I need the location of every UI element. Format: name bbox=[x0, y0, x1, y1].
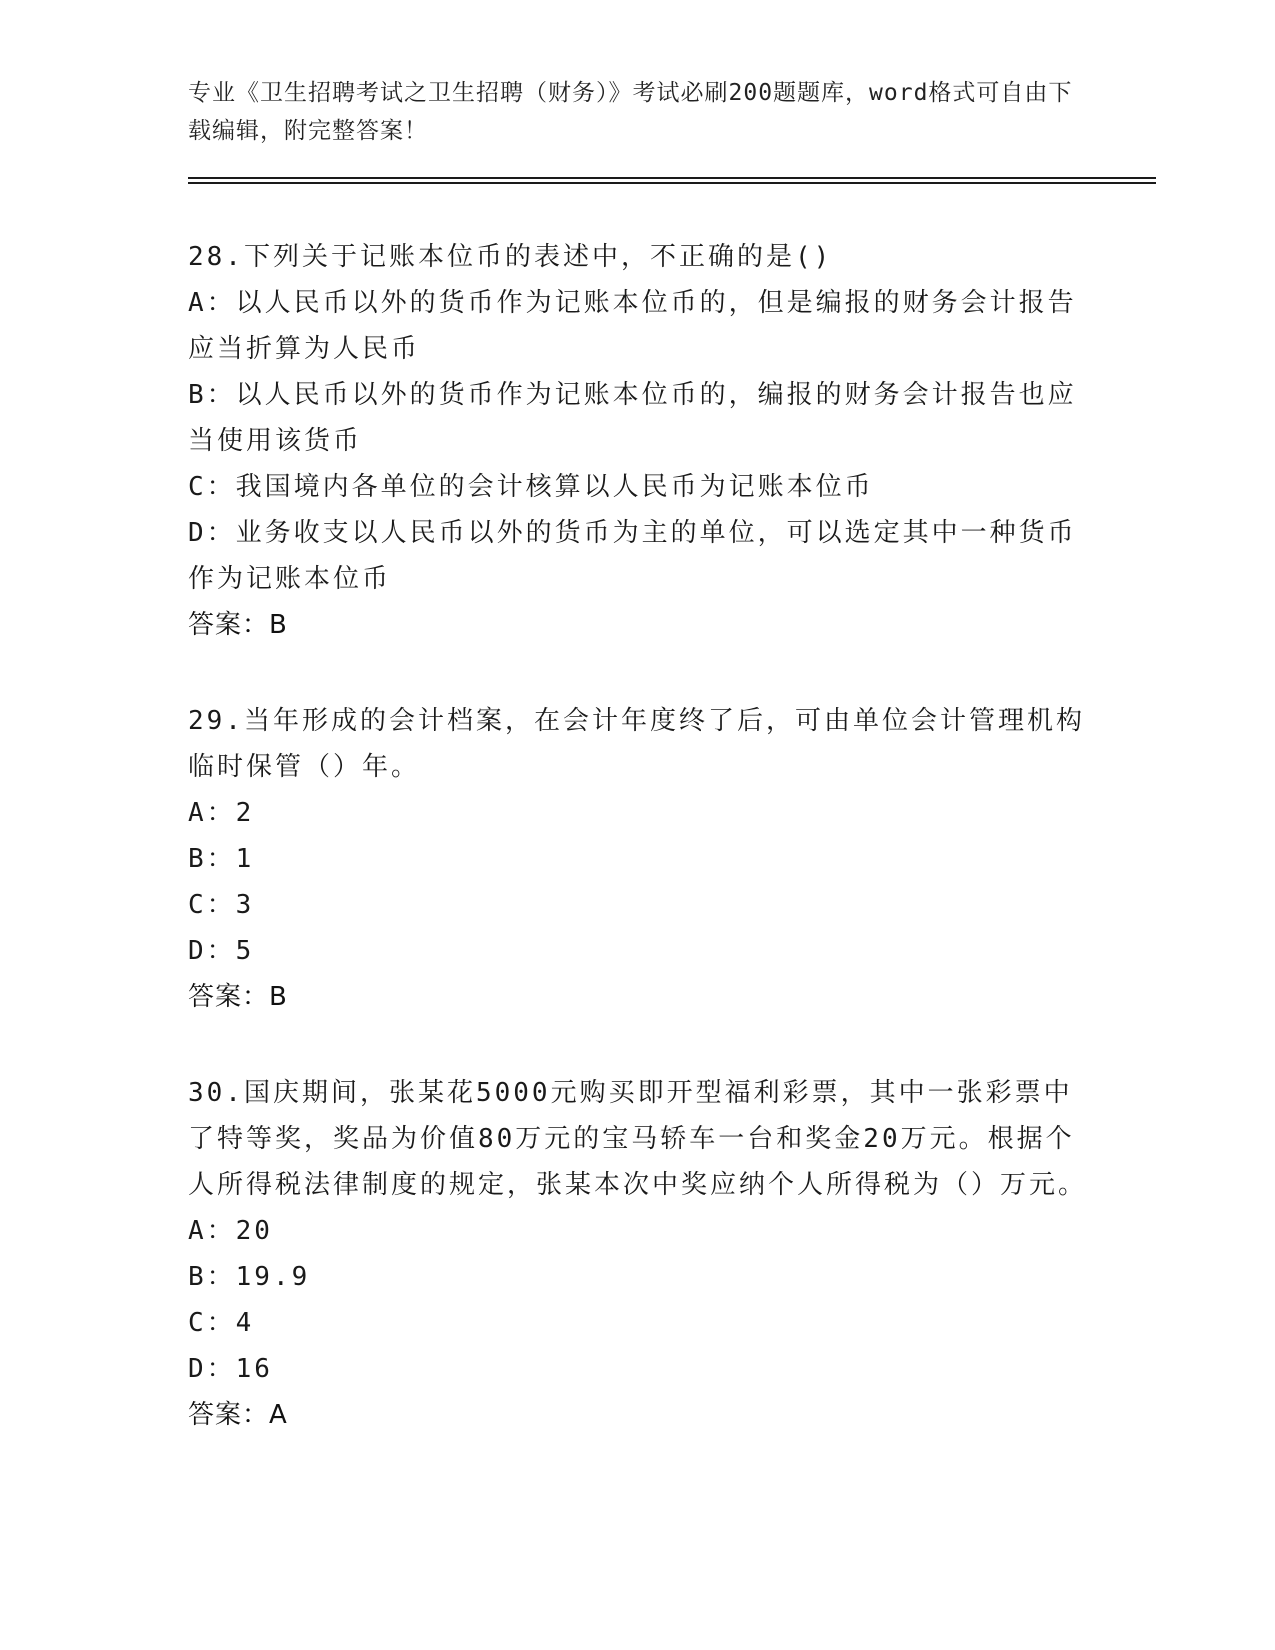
header-rule-bottom bbox=[188, 182, 1156, 184]
question-28 bbox=[188, 234, 1088, 648]
question-stem: 29.当年形成的会计档案，在会计年度终了后，可由单位会计管理机构临时保管（）年。 bbox=[188, 706, 1085, 782]
question-stem: 28.下列关于记账本位币的表述中，不正确的是() bbox=[188, 242, 833, 272]
answer: 答案：B bbox=[188, 610, 288, 640]
option-d: D：5 bbox=[188, 936, 255, 966]
option-b: B：1 bbox=[188, 844, 255, 874]
option-a: A：以人民币以外的货币作为记账本位币的，但是编报的财务会计报告应当折算为人民币 bbox=[188, 288, 1077, 364]
option-a: A：2 bbox=[188, 798, 255, 828]
question-30 bbox=[188, 1070, 1088, 1438]
question-stem: 30.国庆期间，张某花5000元购买即开型福利彩票，其中一张彩票中了特等奖，奖品为价值80万元的宝马轿车一台和奖金20万元。根据个人所得税法律制度的规定，张某本次中奖应纳个人所得税为（）万元。 bbox=[188, 1078, 1088, 1200]
option-c: C：4 bbox=[188, 1308, 255, 1338]
option-b: B：19.9 bbox=[188, 1262, 311, 1292]
answer: 答案：A bbox=[188, 1400, 288, 1430]
question-29 bbox=[188, 698, 1088, 1020]
option-b: B：以人民币以外的货币作为记账本位币的，编报的财务会计报告也应当使用该货币 bbox=[188, 380, 1077, 456]
option-c: C：3 bbox=[188, 890, 255, 920]
option-d: D：16 bbox=[188, 1354, 273, 1384]
document-header: 专业《卫生招聘考试之卫生招聘（财务）》考试必刷200题题库，word格式可自由下载编辑，附完整答案！ bbox=[188, 80, 1073, 144]
question-list bbox=[188, 234, 1088, 1488]
option-a: A：20 bbox=[188, 1216, 273, 1246]
option-d: D：业务收支以人民币以外的货币为主的单位，可以选定其中一种货币作为记账本位币 bbox=[188, 518, 1077, 594]
answer: 答案：B bbox=[188, 982, 288, 1012]
option-c: C：我国境内各单位的会计核算以人民币为记账本位币 bbox=[188, 472, 874, 502]
header-rule-top bbox=[188, 177, 1156, 179]
